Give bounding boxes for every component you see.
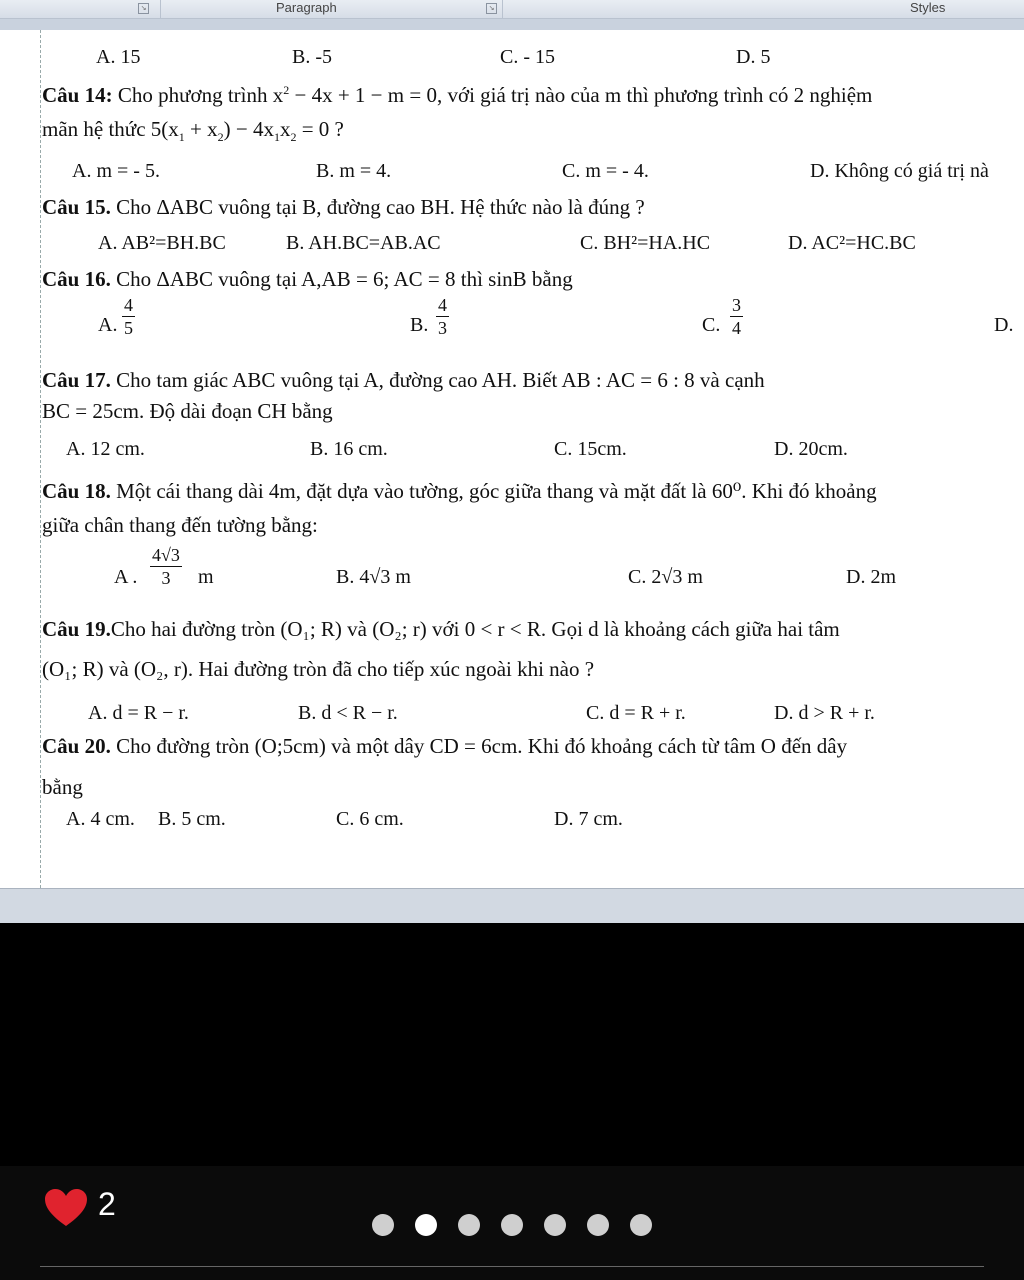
document-page[interactable] (0, 30, 1024, 888)
q18-text: Một cái thang dài 4m, đặt dựa vào tường, góc giữa thang và mặt đất là 60⁰. Khi đó khoảng (110, 479, 877, 503)
q16-option-b-fraction: $\frac{4}{3}$ (438, 295, 447, 338)
q19-label: Câu 19. (42, 617, 111, 641)
q13-option-a: A. 15 (96, 46, 141, 68)
q19-text: Cho hai đường tròn (O₁; R) và (O₂; r) với 0 < r < R. Gọi d là khoảng cách giữa hai tâm (110, 617, 840, 641)
q14-option-b: B. m = 4. (316, 160, 392, 182)
page-dot[interactable] (415, 1214, 437, 1236)
q19-option-a: A. d = R − r. (88, 702, 189, 724)
q17-option-b: B. 16 cm. (310, 438, 388, 460)
q14-condition-c: ) − 4x (223, 117, 274, 141)
q19-option-d: D. d > R + r. (774, 702, 875, 724)
word-ribbon (0, 0, 1024, 19)
q14-condition-d: x (279, 117, 291, 141)
q16-text: Cho ΔABC vuông tại A,AB = 6; AC = 8 thì sinB bằng (110, 267, 573, 291)
q16-label: Câu 16. (42, 267, 111, 291)
q17-text: Cho tam giác ABC vuông tại A, đường cao AH. Biết AB : AC = 6 : 8 và cạnh (110, 368, 765, 392)
ribbon-separator (502, 0, 503, 18)
q18-line2: giữa chân thang đến tường bằng: (42, 513, 318, 537)
q18-line1 (42, 478, 877, 504)
page-indicator (372, 1214, 652, 1236)
q17-line1 (42, 367, 765, 393)
q15-option-b: B. AH.BC=AB.AC (286, 232, 441, 254)
page-dot[interactable] (587, 1214, 609, 1236)
q18-label: Câu 18. (42, 479, 111, 503)
like-count: 2 (98, 1186, 116, 1222)
styles-group-label: Styles (910, 0, 946, 15)
q15-label: Câu 15. (42, 195, 111, 219)
q18-option-c: C. 2√3 m (628, 566, 703, 588)
q18-option-d: D. 2m (846, 566, 896, 588)
footer-divider (40, 1266, 984, 1267)
q20-option-d: D. 7 cm. (554, 808, 623, 830)
q16-option-d-label: D. (994, 314, 1014, 336)
q18-option-a-fraction: $\frac{4√3}{3}$ (152, 545, 180, 588)
q16-line (42, 266, 573, 292)
page-dot[interactable] (544, 1214, 566, 1236)
q14-text: Cho phương trình x (112, 83, 284, 107)
q20-option-c: C. 6 cm. (336, 808, 404, 830)
page-dot[interactable] (501, 1214, 523, 1236)
q16-option-a-fraction: $\frac{4}{5}$ (124, 295, 133, 338)
q15-text: Cho ΔABC vuông tại B, đường cao BH. Hệ thức nào là đúng ? (110, 195, 645, 219)
q20-label: Câu 20. (42, 734, 111, 758)
q14-line2: mãn hệ thức $5(x_1 + x_2) - 4x_1x_2 = 0$ ? (42, 117, 344, 145)
ruler-bar (0, 19, 1024, 30)
q15-line (42, 194, 645, 220)
q15-option-c: C. BH²=HA.HC (580, 232, 711, 254)
q15-option-a: A. AB²=BH.BC (98, 232, 226, 254)
heart-icon[interactable] (44, 1188, 88, 1228)
q19-option-c: C. d = R + r. (586, 702, 686, 724)
q14-line1: Câu 14: Cho phương trình $x^2 - 4x + 1 - m = 0$, với giá trị nào của m thì phương trình có 2 nghiệm (42, 83, 873, 107)
document-bottom-strip (0, 888, 1024, 923)
ribbon-separator (160, 0, 161, 18)
q17-option-a: A. 12 cm. (66, 438, 145, 460)
q17-option-d: D. 20cm. (774, 438, 848, 460)
font-group-launcher-icon[interactable]: ↘ (138, 3, 149, 14)
q18-option-a-label: A . (114, 566, 138, 588)
q20-text: Cho đường tròn (O;5cm) và một dây CD = 6cm. Khi đó khoảng cách từ tâm O đến dây (110, 734, 848, 758)
q13-option-b: B. -5 (292, 46, 332, 68)
page-dot[interactable] (372, 1214, 394, 1236)
page-dot[interactable] (630, 1214, 652, 1236)
q17-option-c: C. 15cm. (554, 438, 627, 460)
q14-option-a: A. m = - 5. (72, 160, 160, 182)
q19-line1 (42, 616, 840, 642)
q19-option-b: B. d < R − r. (298, 702, 398, 724)
page-dot[interactable] (458, 1214, 480, 1236)
q20-line1 (42, 733, 847, 759)
q13-option-d: D. 5 (736, 46, 771, 68)
q14-option-c: C. m = - 4. (562, 160, 649, 182)
q18-option-b: B. 4√3 m (336, 566, 411, 588)
q17-label: Câu 17. (42, 368, 111, 392)
paragraph-group-label: Paragraph (276, 0, 337, 15)
paragraph-group-launcher-icon[interactable]: ↘ (486, 3, 497, 14)
q19-line2: (O₁; R) và (O₂, r). Hai đường tròn đã cho tiếp xúc ngoài khi nào ? (42, 657, 595, 681)
q20-line2: bằng (42, 775, 83, 799)
q15-option-d: D. AC²=HC.BC (788, 232, 916, 254)
q16-option-b-label: B. (410, 314, 429, 336)
q20-option-b: B. 5 cm. (158, 808, 226, 830)
q16-option-c-fraction: $\frac{3}{4}$ (732, 295, 741, 338)
q14-condition: mãn hệ thức 5(x (42, 117, 179, 141)
q14-option-d: D. Không có giá trị nà (810, 160, 989, 182)
q14-condition-e: = 0 ? (296, 117, 344, 141)
margin-guide (40, 30, 41, 888)
q20-option-a: A. 4 cm. (66, 808, 135, 830)
q14-text-cont: − 4x + 1 − m = 0, với giá trị nào của m thì phương trình có 2 nghiệm (289, 83, 873, 107)
q14-label: Câu 14: (42, 83, 113, 107)
q14-condition-b: + x (184, 117, 218, 141)
q13-option-c: C. - 15 (500, 46, 555, 68)
q17-line2: BC = 25cm. Độ dài đoạn CH bằng (42, 399, 333, 423)
q16-option-c-label: C. (702, 314, 721, 336)
q16-option-a-label: A. (98, 314, 118, 336)
q18-option-a-unit: m (198, 566, 214, 588)
